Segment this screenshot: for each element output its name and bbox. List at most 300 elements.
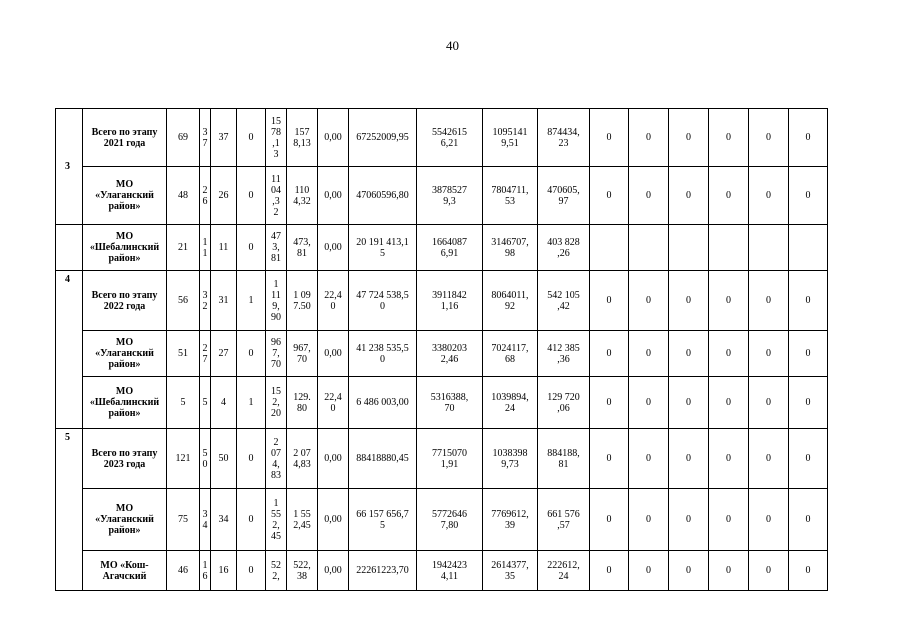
value-cell [417, 489, 483, 551]
cell-value: 0 [686, 295, 691, 306]
cell-value: 4 [221, 397, 226, 408]
value-cell [167, 429, 200, 489]
municipality-cell [83, 377, 167, 429]
value-cell [211, 551, 237, 591]
table-row [56, 429, 828, 489]
empty-number-cell [56, 225, 83, 271]
cell-value: 0 [606, 348, 612, 359]
cell-value: 0 [805, 514, 811, 525]
value-cell [709, 109, 749, 167]
cell-value: 50 [218, 453, 229, 464]
municipality-name: Всего по этапу 2021 года [91, 126, 158, 149]
cell-value: 0 [646, 348, 651, 359]
cell-value: 34 [218, 514, 229, 525]
cell-value: 66 157 656,7 5 [356, 508, 409, 531]
value-cell [167, 109, 200, 167]
value-cell [287, 551, 318, 591]
cell-value: 1942423 4,11 [432, 559, 467, 582]
value-cell [789, 167, 828, 225]
cell-value: 0 [646, 397, 651, 408]
cell-value: 0 [726, 132, 731, 143]
value-cell [629, 225, 669, 271]
value-cell [709, 489, 749, 551]
value-cell [287, 109, 318, 167]
page-number: 40 [446, 38, 459, 53]
cell-value: 0 [805, 348, 811, 359]
cell-value: 0 [686, 453, 691, 464]
value-cell [287, 331, 318, 377]
cell-value: 6 486 003,00 [356, 397, 409, 408]
value-cell [237, 109, 266, 167]
row-number-cell: 4 [56, 271, 83, 429]
value-cell [200, 489, 211, 551]
cell-value: 0 [248, 348, 254, 359]
value-cell [237, 167, 266, 225]
cell-value: 0 [805, 453, 811, 464]
value-cell [789, 489, 828, 551]
cell-value: 0 [686, 132, 691, 143]
cell-value: 3911842 1,16 [432, 289, 467, 312]
cell-value: 110 4,32 [293, 184, 311, 207]
value-cell [167, 331, 200, 377]
cell-value: 0 [248, 190, 254, 201]
value-cell [318, 551, 349, 591]
value-cell [211, 489, 237, 551]
municipality-name: МО «Улаганский район» [95, 503, 154, 536]
value-cell [237, 551, 266, 591]
cell-value: 88418880,45 [356, 453, 409, 464]
value-cell [789, 429, 828, 489]
value-cell [538, 331, 590, 377]
value-cell [709, 429, 749, 489]
value-cell [200, 225, 211, 271]
cell-value: 15 2, 20 [271, 386, 281, 419]
value-cell [590, 271, 629, 331]
value-cell [749, 225, 789, 271]
cell-value: 41 238 535,5 0 [356, 342, 409, 365]
value-cell [669, 225, 709, 271]
table-row [56, 377, 828, 429]
cell-value: 67252009,95 [356, 132, 409, 143]
value-cell [709, 225, 749, 271]
value-cell [318, 271, 349, 331]
cell-value: 1038398 9,73 [492, 447, 528, 470]
value-cell [789, 109, 828, 167]
municipality-name: Всего по этапу 2022 года [91, 289, 158, 312]
cell-value: 0 [726, 514, 731, 525]
table-row [56, 109, 828, 167]
value-cell [538, 489, 590, 551]
value-cell [211, 429, 237, 489]
value-cell [266, 429, 287, 489]
cell-value: 1 [248, 295, 254, 306]
cell-value: 47 3, 81 [271, 231, 281, 264]
value-cell [590, 489, 629, 551]
value-cell [749, 109, 789, 167]
value-cell [749, 489, 789, 551]
value-cell [167, 489, 200, 551]
value-cell [538, 271, 590, 331]
cell-value: 0,00 [324, 242, 342, 253]
cell-value: 0 [646, 514, 651, 525]
value-cell [167, 377, 200, 429]
value-cell [318, 167, 349, 225]
value-cell [669, 331, 709, 377]
cell-value: 31 [218, 295, 229, 306]
value-cell [266, 331, 287, 377]
cell-value: 37 [218, 132, 229, 143]
municipality-cell [83, 271, 167, 331]
value-cell [287, 271, 318, 331]
funding-table [55, 108, 828, 591]
value-cell [266, 551, 287, 591]
cell-value: 0 [766, 397, 771, 408]
value-cell [200, 331, 211, 377]
value-cell [749, 331, 789, 377]
cell-value: 0 [726, 348, 731, 359]
cell-value: 967, 70 [293, 342, 311, 365]
value-cell [237, 331, 266, 377]
cell-value: 0 [726, 397, 731, 408]
municipality-cell [83, 331, 167, 377]
value-cell [749, 167, 789, 225]
value-cell [789, 551, 828, 591]
cell-value: 0,00 [324, 348, 342, 359]
value-cell [417, 377, 483, 429]
cell-value: 0,00 [324, 132, 342, 143]
value-cell [318, 429, 349, 489]
value-cell [237, 429, 266, 489]
value-cell [287, 489, 318, 551]
value-cell [318, 225, 349, 271]
value-cell [709, 271, 749, 331]
cell-value: 542 105 ,42 [547, 289, 580, 312]
cell-value: 0,00 [324, 453, 342, 464]
value-cell [200, 167, 211, 225]
cell-value: 20 191 413,1 5 [356, 236, 409, 259]
cell-value: 2 07 4, 83 [271, 436, 281, 481]
value-cell [167, 167, 200, 225]
municipality-name: Всего по этапу 2023 года [91, 447, 158, 470]
value-cell [211, 377, 237, 429]
value-cell [349, 225, 417, 271]
cell-value: 0 [726, 190, 731, 201]
value-cell [590, 377, 629, 429]
cell-value: 0 [766, 514, 771, 525]
value-cell [669, 489, 709, 551]
cell-value: 1 09 7.50 [293, 289, 311, 312]
value-cell [349, 271, 417, 331]
cell-value: 0 [248, 514, 254, 525]
value-cell [237, 225, 266, 271]
value-cell [318, 489, 349, 551]
row-number-cell: 5 [56, 429, 83, 591]
cell-value: 0 [686, 514, 691, 525]
value-cell [349, 109, 417, 167]
value-cell [669, 109, 709, 167]
cell-value: 1095141 9,51 [492, 126, 528, 149]
cell-value: 0 [805, 295, 811, 306]
value-cell [590, 109, 629, 167]
value-cell [590, 167, 629, 225]
cell-value: 7769612, 39 [491, 508, 529, 531]
cell-value: 51 [178, 348, 188, 359]
cell-value: 0 [646, 295, 651, 306]
cell-value: 1 11 9, 90 [271, 278, 281, 323]
value-cell [287, 377, 318, 429]
value-cell [318, 109, 349, 167]
cell-value: 473, 81 [293, 236, 311, 259]
cell-value: 2 7 [202, 342, 208, 365]
value-cell [483, 225, 538, 271]
cell-value: 11 04 ,3 2 [271, 173, 281, 218]
municipality-name: МО «Улаганский район» [95, 179, 154, 212]
value-cell [590, 551, 629, 591]
value-cell [237, 377, 266, 429]
value-cell [749, 429, 789, 489]
cell-value: 874434, 23 [547, 126, 580, 149]
cell-value: 3 2 [202, 289, 208, 312]
cell-value: 26 [218, 190, 229, 201]
cell-value: 0 [606, 453, 612, 464]
value-cell [266, 167, 287, 225]
municipality-cell [83, 109, 167, 167]
cell-value: 661 576 ,57 [547, 508, 580, 531]
value-cell [483, 377, 538, 429]
cell-value: 2 07 4,83 [293, 447, 311, 470]
cell-value: 121 [175, 453, 191, 464]
value-cell [349, 429, 417, 489]
cell-value: 22,4 0 [324, 391, 342, 414]
cell-value: 0 [646, 565, 651, 576]
cell-value: 69 [178, 132, 188, 143]
value-cell [237, 489, 266, 551]
value-cell [629, 331, 669, 377]
value-cell [538, 225, 590, 271]
value-cell [417, 225, 483, 271]
cell-value: 0 [248, 132, 254, 143]
municipality-cell [83, 167, 167, 225]
cell-value: 5 0 [202, 447, 208, 470]
table-row [56, 331, 828, 377]
municipality-name: МО «Шебалинский район» [89, 231, 160, 264]
value-cell [709, 331, 749, 377]
cell-value: 1 6 [202, 559, 208, 582]
value-cell [538, 109, 590, 167]
value-cell [669, 271, 709, 331]
value-cell [417, 167, 483, 225]
cell-value: 1664087 6,91 [432, 236, 467, 259]
cell-value: 222612, 24 [547, 559, 580, 582]
value-cell [789, 225, 828, 271]
cell-value: 0 [646, 453, 651, 464]
cell-value: 3380203 2,46 [432, 342, 467, 365]
municipality-cell [83, 429, 167, 489]
cell-value: 22,4 0 [324, 289, 342, 312]
cell-value: 5772646 7,80 [432, 508, 467, 531]
cell-value: 0 [606, 295, 612, 306]
cell-value: 5542615 6,21 [432, 126, 467, 149]
cell-value: 5 [180, 397, 186, 408]
value-cell [211, 167, 237, 225]
value-cell [237, 271, 266, 331]
value-cell [349, 331, 417, 377]
cell-value: 0 [766, 295, 771, 306]
value-cell [749, 271, 789, 331]
table-row [56, 225, 828, 271]
cell-value: 1 55 2, 45 [271, 497, 281, 542]
value-cell [789, 271, 828, 331]
cell-value: 0 [606, 514, 612, 525]
cell-value: 75 [178, 514, 188, 525]
value-cell [349, 377, 417, 429]
value-cell [211, 225, 237, 271]
cell-value: 27 [218, 348, 229, 359]
value-cell [211, 331, 237, 377]
cell-value: 129 720 ,06 [547, 391, 580, 414]
cell-value: 7715070 1,91 [432, 447, 467, 470]
cell-value: 0 [766, 132, 771, 143]
value-cell [669, 429, 709, 489]
value-cell [538, 551, 590, 591]
cell-value: 1039894, 24 [491, 391, 529, 414]
cell-value: 7024117, 68 [491, 342, 529, 365]
value-cell [266, 271, 287, 331]
cell-value: 47060596,80 [356, 190, 409, 201]
value-cell [629, 377, 669, 429]
cell-value: 2 6 [202, 184, 208, 207]
value-cell [629, 551, 669, 591]
cell-value: 3 7 [202, 126, 208, 149]
value-cell [590, 225, 629, 271]
value-cell [483, 109, 538, 167]
cell-value: 157 8,13 [293, 126, 311, 149]
value-cell [417, 429, 483, 489]
value-cell [669, 167, 709, 225]
cell-value: 0 [766, 565, 771, 576]
cell-value: 0,00 [324, 190, 342, 201]
value-cell [167, 271, 200, 331]
cell-value: 3 4 [202, 508, 208, 531]
cell-value: 5316388, 70 [430, 391, 469, 414]
value-cell [709, 167, 749, 225]
cell-value: 3146707, 98 [491, 236, 529, 259]
cell-value: 0 [248, 242, 254, 253]
municipality-name: МО «Улаганский район» [95, 337, 154, 370]
value-cell [349, 167, 417, 225]
value-cell [211, 109, 237, 167]
cell-value: 2614377, 35 [491, 559, 529, 582]
cell-value: 0 [248, 453, 254, 464]
cell-value: 0 [766, 453, 771, 464]
cell-value: 52 2, [271, 559, 281, 582]
cell-value: 48 [178, 190, 188, 201]
cell-value: 5 [202, 397, 208, 408]
cell-value: 0 [606, 565, 612, 576]
cell-value: 470605, 97 [547, 184, 580, 207]
table-row [56, 551, 828, 591]
value-cell [167, 551, 200, 591]
value-cell [287, 429, 318, 489]
cell-value: 1 55 2,45 [293, 508, 311, 531]
cell-value: 96 7, 70 [271, 337, 281, 370]
table-row [56, 271, 828, 331]
cell-value: 56 [178, 295, 188, 306]
municipality-name: МО «Кош- Агачский [100, 559, 149, 582]
cell-value: 0 [606, 132, 612, 143]
cell-value: 1 [248, 397, 254, 408]
cell-value: 412 385 ,36 [547, 342, 580, 365]
value-cell [200, 109, 211, 167]
value-cell [789, 377, 828, 429]
value-cell [287, 225, 318, 271]
cell-value: 0 [606, 397, 612, 408]
value-cell [629, 429, 669, 489]
cell-value: 129. 80 [293, 391, 311, 414]
cell-value: 0 [686, 348, 691, 359]
cell-value: 0 [726, 565, 731, 576]
value-cell [538, 377, 590, 429]
cell-value: 0 [766, 190, 771, 201]
value-cell [538, 167, 590, 225]
value-cell [483, 489, 538, 551]
cell-value: 21 [178, 242, 188, 253]
cell-value: 884188, 81 [547, 447, 580, 470]
value-cell [749, 377, 789, 429]
cell-value: 0 [646, 132, 651, 143]
cell-value: 15 78 ,1 3 [271, 115, 281, 160]
value-cell [417, 331, 483, 377]
value-cell [669, 377, 709, 429]
value-cell [629, 271, 669, 331]
value-cell [266, 489, 287, 551]
table-row [56, 489, 828, 551]
value-cell [266, 225, 287, 271]
value-cell [318, 331, 349, 377]
value-cell [629, 489, 669, 551]
municipality-name: МО «Шебалинский район» [89, 386, 160, 419]
cell-value: 0 [805, 132, 811, 143]
cell-value: 0 [726, 295, 731, 306]
value-cell [349, 489, 417, 551]
value-cell [483, 551, 538, 591]
value-cell [629, 167, 669, 225]
value-cell [266, 377, 287, 429]
cell-value: 22261223,70 [356, 565, 409, 576]
cell-value: 0 [766, 348, 771, 359]
value-cell [483, 271, 538, 331]
value-cell [629, 109, 669, 167]
cell-value: 47 724 538,5 0 [356, 289, 409, 312]
value-cell [266, 109, 287, 167]
cell-value: 0 [686, 397, 691, 408]
cell-value: 8064011, 92 [491, 289, 529, 312]
cell-value: 0 [686, 190, 691, 201]
value-cell [538, 429, 590, 489]
value-cell [200, 551, 211, 591]
value-cell [417, 109, 483, 167]
cell-value: 1 1 [202, 236, 208, 259]
cell-value: 0,00 [324, 514, 342, 525]
value-cell [417, 271, 483, 331]
value-cell [789, 331, 828, 377]
cell-value: 0 [646, 190, 651, 201]
value-cell [349, 551, 417, 591]
municipality-cell [83, 489, 167, 551]
cell-value: 0 [248, 565, 254, 576]
value-cell [483, 167, 538, 225]
value-cell [483, 429, 538, 489]
